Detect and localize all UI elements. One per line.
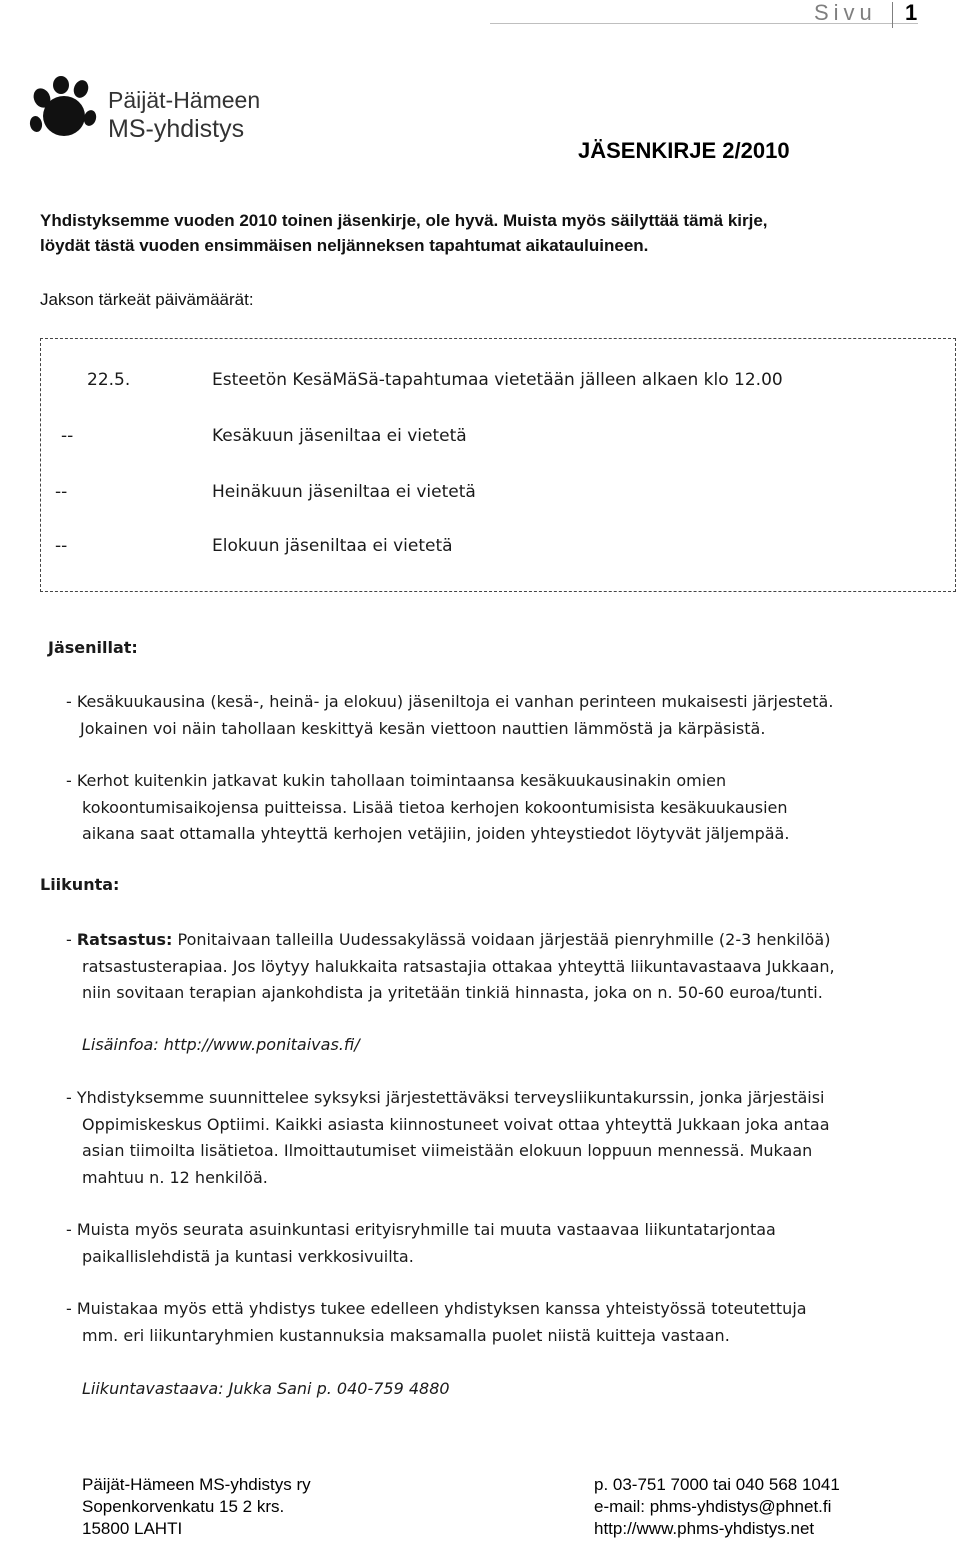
intro-paragraph: [40, 208, 768, 258]
date-event-text: Elokuun jäseniltaa ei vietetä: [212, 536, 453, 556]
date-cell: --: [55, 482, 68, 502]
footer-line: Päijät-Hämeen MS-yhdistys ry: [82, 1475, 311, 1494]
footer-email[interactable]: e-mail: phms-yhdistys@phnet.fi: [594, 1497, 832, 1516]
newsletter-title: JÄSENKIRJE 2/2010: [578, 138, 790, 163]
page-number: 1: [905, 0, 918, 25]
footer-contact: [594, 1474, 840, 1540]
paw-logo-icon: [28, 74, 102, 144]
date-cell: 22.5.: [87, 370, 131, 390]
important-dates-label: Jakson tärkeät päivämäärät:: [40, 290, 254, 309]
text-line: Jokainen voi näin tahollaan keskittyä kesän viettoon nauttien lämmöstä ja kärpäsistä.: [80, 718, 766, 738]
footer-line: 15800 LAHTI: [82, 1519, 183, 1538]
text-line: ratsastusterapiaa. Jos löytyy halukkaita ratsastajia ottakaa yhteyttä liikuntavastaava Jukkaan,: [82, 956, 835, 976]
text-line: - Kerhot kuitenkin jatkavat kukin tahollaan toimintaansa kesäkuukausinakin omien: [66, 771, 727, 790]
text-line: asian tiimoilta lisätietoa. Ilmoittautumiset viimeistään elokuun loppuun mennessä. Mukaan: [82, 1141, 813, 1160]
jasenillat-clubs-paragraph: [66, 768, 946, 848]
footer-address: [82, 1474, 311, 1540]
ratsastus-label: Ratsastus:: [76, 930, 173, 949]
text-fragment: Ponitaivaan talleilla Uudessakylässä voidaan järjestää pienryhmille (2-3 henkilöä): [172, 930, 831, 949]
text-line: [66, 927, 946, 954]
footer-website[interactable]: http://www.phms-yhdistys.net: [594, 1519, 815, 1538]
intro-line: Yhdistyksemme vuoden 2010 toinen jäsenkirje, ole hyvä. Muista myös säilyttää tämä kirje,: [40, 211, 768, 230]
text-line: - Muistakaa myös että yhdistys tukee edelleen yhdistyksen kanssa yhteistyössä toteutettuja: [66, 1299, 807, 1318]
text-line: mm. eri liikuntaryhmien kustannuksia maksamalla puolet niistä kuitteja vastaan.: [82, 1325, 730, 1345]
ratsastus-paragraph: [66, 927, 946, 1007]
date-cell: --: [55, 536, 68, 556]
tukee-paragraph: [66, 1296, 946, 1349]
jasenillat-paragraph: [66, 689, 946, 742]
date-event-text: Esteetön KesäMäSä-tapahtumaa vietetään jälleen alkaen klo 12.00: [212, 370, 783, 390]
muista-paragraph: [66, 1217, 946, 1270]
liikunta-contact: Liikuntavastaava: Jukka Sani p. 040-759 4880: [82, 1379, 450, 1398]
text-line: - Muista myös seurata asuinkuntasi erityisryhmille tai muuta vastaavaa liikuntatarjontaa: [66, 1220, 776, 1239]
text-line: paikallislehdistä ja kuntasi verkkosivuilta.: [82, 1246, 414, 1266]
important-dates-box: [40, 338, 956, 592]
more-info-link[interactable]: Lisäinfoa: http://www.ponitaivas.fi/: [82, 1035, 360, 1054]
text-line: niin sovitaan terapian ajankohdista ja yritetään tinkiä hinnasta, joka on n. 50-60 euroa/tunti.: [82, 983, 823, 1002]
section-heading-liikunta: Liikunta:: [40, 875, 120, 894]
kurssi-paragraph: [66, 1085, 946, 1191]
date-event-text: Kesäkuun jäseniltaa ei vietetä: [212, 426, 467, 446]
logo-wordmark: [108, 86, 260, 144]
text-line: mahtuu n. 12 henkilöä.: [82, 1167, 268, 1187]
intro-line: löydät tästä vuoden ensimmäisen neljänneksen tapahtumat aikatauluineen.: [40, 236, 649, 255]
footer-line: Sopenkorvenkatu 15 2 krs.: [82, 1497, 285, 1516]
text-line: aikana saat ottamalla yhteyttä kerhojen vetäjiin, joiden yhteystiedot löytyvät jäljempää.: [82, 824, 790, 843]
date-event-text: Heinäkuun jäseniltaa ei vietetä: [212, 482, 476, 502]
section-heading-jasenillat: Jäsenillat:: [48, 638, 138, 657]
text-line: Oppimiskeskus Optiimi. Kaikki asiasta kiinnostuneet voivat ottaa yhteyttä Jukkaan joka antaa: [82, 1114, 830, 1134]
page-label: Sivu: [814, 0, 877, 25]
text-line: kokoontumisaikojensa puitteissa. Lisää tietoa kerhojen kokoontumisista kesäkuukausien: [82, 797, 788, 817]
dash: -: [66, 930, 77, 949]
logo-line-1: Päijät-Hämeen: [108, 87, 261, 113]
page-separator: [892, 2, 893, 28]
logo-line-2: MS-yhdistys: [108, 115, 245, 143]
footer-phone: p. 03-751 7000 tai 040 568 1041: [594, 1475, 840, 1494]
text-line: - Kesäkuukausina (kesä-, heinä- ja elokuu) jäseniltoja ei vanhan perinteen mukaisesti järjestetä.: [66, 692, 834, 711]
text-line: - Yhdistyksemme suunnittelee syksyksi järjestettäväksi terveysliikuntakurssin, jonka järjestäisi: [66, 1088, 825, 1107]
date-cell: --: [61, 426, 74, 446]
